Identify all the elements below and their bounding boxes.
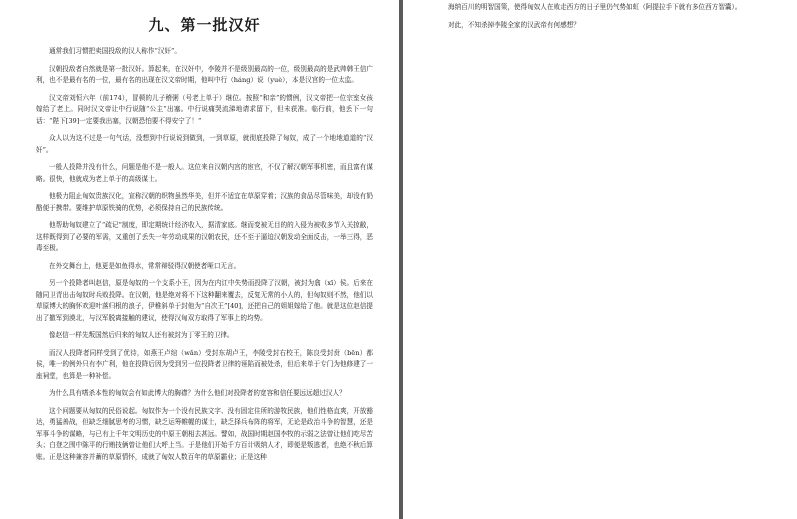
body-paragraph: 众人以为这不过是一句气话，没想到中行说说到做到，一到草原，就彻底投降了匈奴，成了一个地地道道的“汉奸”。 (36, 134, 373, 154)
chapter-title: 九、第一批汉奸 (148, 16, 261, 34)
body-paragraph: 另一个投降者叫赵信，原是匈奴的一个支系小王，因为在内讧中失势而投降了汉朝，被封为翕（xī）侯。后来在随同卫青出击匈奴时兵败投降。在汉朝，他是绝对将不下这种翻来覆去，反复无常的小人的，但匈奴则不然，他们以草原博大的胸怀欢迎叶落归根的浪子，伊稚斜单于封他为“自次王”[40]，还把自己的姐姐嫁给了他。就是这位赵信提出了撤军到漠北，与汉军脱离接触的建议，使得汉匈双方取得了军事上的均势。 (36, 279, 373, 322)
body-paragraph: 这个问题要从匈奴的民俗说起。匈奴作为一个没有民族文字、没有固定住所的游牧民族，他们性格直爽，开放豁达，勇猛善战，但缺乏细腻思考的习惯，缺乏运筹帷幄的谋士，缺乏择兵布阵的将军，无论是政治斗争的智慧，还是军事斗争的谋略，与已有上千年文明历史的中原王朝相去甚远。譬如，战国时期赵国李牧的示弱之法曾让他们吃尽苦头；白登之围中陈平的行贿技俩曾让他们大呼上当。于是他们开始千方百计吸纳人才，即便是叛逃者，也绝不秋后算账。正是这种兼容并蓄的草原情怀，成就了匈奴人数百年的草原霸业；正是这种 (36, 406, 373, 461)
body-paragraph: 在外交舞台上，他更是如鱼得水，常常辩驳得汉朝使者哑口无言。 (49, 261, 241, 270)
body-paragraph: 一般人投降并没有什么，问题是他不是一般人。这位来自汉朝内宫的宦官，不仅了解汉朝军事机密，而且富有谋略。很快，他就成为老上单于的高级谋士。 (36, 163, 373, 183)
body-paragraph: 海纳百川的明智国策，使得匈奴人在败走西方的日子里仍气势如虹（阿提拉手下就有多位西方智囊）。 (448, 3, 742, 11)
body-paragraph: 他帮助匈奴建立了“疏记”制度，即定期统计经济收入，据清家底。继而变被无目的的入侵为被收多节入关掠敝，这样既得到了必要的军需，又重创了丢失一年劳动成果的汉朝农民，还不至于逼迫汉朝发动全面反击，一举三得，恶毒至极。 (36, 221, 373, 252)
body-paragraph: 通常我们习惯把卖国投敌的汉人称作“汉奸”。 (49, 47, 182, 55)
body-paragraph: 对此，不知杀掉李陵全家的汉武帝有何感想？ (448, 20, 580, 29)
body-paragraph: 他极力阻止匈奴贵族汉化，宣称汉朝的织物虽然华美，但并不适宜在草原穿着；汉族的食品尽管味美，却没有奶酪便于携带。要维护草原铁骑的优势，必须保持自己的民族传统。 (36, 192, 373, 212)
body-paragraph: 而汉人投降者同样受到了优待，如燕王卢绾（wǎn）受封东胡卢王，李陵受封右校王，陈良受封贲（bēn）都侯，唯一的例外只有李广利，他在投降后因为受到另一位投降者卫律的诬陷而被处杀，但后来单于专门为他修建了一座祠堂，也算是一种补偿。 (36, 348, 373, 380)
body-paragraph: 为什么具有嗜杀本性的匈奴会有如此博大的胸襟？为什么他们对投降者的宽容和信任要远远超过汉人？ (49, 389, 346, 397)
body-paragraph: 像赵信一样先叛国然后归来的匈奴人还有被封为丁零王的卫律。 (49, 331, 234, 339)
right-page (403, 0, 797, 519)
body-paragraph: 汉朝投敌者自然就是第一批汉奸。算起来，在汉奸中，李陵并不是级别最高的一位，级别最高的是武帅韩王信广利，也不是最有名的一位，最有名的出现在汉文帝时期，他叫中行（háng）说（yuè），本是汉宫的一位太监。 (36, 64, 373, 84)
body-paragraph: 汉文帝刘恒六年（前174），冒顿的儿子稽粥（号老上单于）继位。按照“和亲”的惯例，汉文帝把一位宗室女孩嫁给了老上。同时汉文帝让中行说随“公主”出塞。中行说痛哭流涕地请求留下，但未获准。临行前，他丢下一句话：“陛下[39]一定要我出塞，汉朝恐怕要不得安宁了！” (36, 93, 373, 125)
